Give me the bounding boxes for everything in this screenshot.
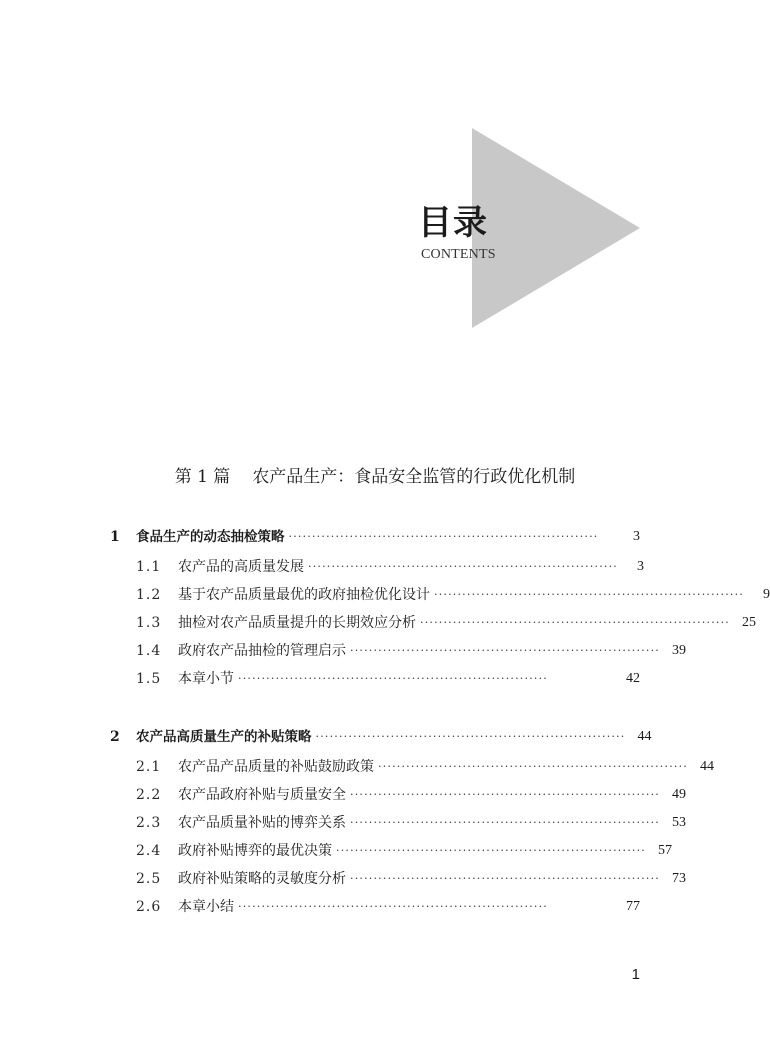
- section-number: 1.3: [136, 615, 162, 631]
- part-number: 第 1 篇: [174, 467, 231, 487]
- toc-heading: 目录: [418, 203, 488, 243]
- dot-leader: ··································································: [315, 730, 626, 743]
- section-title: 农产品的高质量发展: [178, 559, 304, 575]
- dot-leader: ··································································: [378, 760, 688, 773]
- toc-section-1-4[interactable]: [110, 641, 686, 661]
- dot-leader: ··································································: [238, 672, 548, 685]
- dot-leader: ··································································: [308, 560, 618, 573]
- page-ref: 77: [626, 899, 640, 914]
- dot-leader: ··································································: [434, 588, 744, 601]
- toc-section-1-1[interactable]: [110, 557, 644, 577]
- toc-chapter-1[interactable]: [110, 527, 640, 547]
- chapter-title: 农产品高质量生产的补贴策略: [136, 729, 312, 745]
- section-number: 1.2: [136, 587, 162, 603]
- section-number: 1.1: [136, 559, 162, 575]
- section-title: 政府补贴策略的灵敏度分析: [178, 871, 346, 887]
- toc-section-1-3[interactable]: [110, 613, 756, 633]
- section-number: 2.6: [136, 899, 162, 915]
- page-ref: 44: [637, 729, 652, 744]
- chapter-title: 食品生产的动态抽检策略: [136, 529, 285, 545]
- section-number: 2.3: [136, 815, 162, 831]
- page-ref: 53: [671, 815, 686, 830]
- dot-leader: ··································································: [238, 900, 548, 913]
- section-title: 本章小节: [178, 671, 234, 687]
- section-title: 基于农产品质量最优的政府抽检优化设计: [178, 587, 430, 603]
- page-ref: 25: [741, 615, 756, 630]
- page-ref: 3: [633, 529, 640, 544]
- page-ref: 73: [671, 871, 686, 886]
- section-title: 农产品质量补贴的博弈关系: [178, 815, 346, 831]
- page-ref: 3: [636, 559, 644, 574]
- section-title: 农产品产品质量的补贴鼓励政策: [178, 759, 374, 775]
- decorative-triangle: [472, 128, 642, 328]
- toc-section-1-5[interactable]: [110, 669, 640, 689]
- section-number: 2.5: [136, 871, 162, 887]
- dot-leader: ··································································: [420, 616, 730, 629]
- section-number: 2.1: [136, 759, 162, 775]
- section-number: 1.4: [136, 643, 162, 659]
- toc-heading-english: CONTENTS: [421, 247, 496, 262]
- section-title: 农产品政府补贴与质量安全: [178, 787, 346, 803]
- part-title: [0, 469, 750, 486]
- toc-section-2-6[interactable]: [110, 897, 640, 917]
- section-title: 政府农产品抽检的管理启示: [178, 643, 346, 659]
- page-ref: 44: [699, 759, 714, 774]
- part-name: 农产品生产：食品安全监管的行政优化机制: [252, 467, 576, 487]
- page-ref: 57: [657, 843, 672, 858]
- toc-section-2-5[interactable]: [110, 869, 686, 889]
- section-number: 2.4: [136, 843, 162, 859]
- page-number: 1: [631, 966, 640, 983]
- toc-chapter-2[interactable]: [110, 727, 652, 747]
- dot-leader: ··································································: [350, 644, 660, 657]
- toc-section-2-2[interactable]: [110, 785, 686, 805]
- dot-leader: ··································································: [336, 844, 646, 857]
- toc-section-2-4[interactable]: [110, 841, 672, 861]
- toc-section-2-3[interactable]: [110, 813, 686, 833]
- dot-leader: ··································································: [350, 872, 660, 885]
- page-ref: 39: [671, 643, 686, 658]
- toc-section-2-1[interactable]: [110, 757, 714, 777]
- section-title: 抽检对农产品质量提升的长期效应分析: [178, 615, 416, 631]
- chapter-number: 2: [110, 729, 120, 745]
- dot-leader: ··································································: [350, 816, 660, 829]
- dot-leader: ··································································: [288, 530, 599, 543]
- toc-section-1-2[interactable]: [110, 585, 770, 605]
- page-ref: 49: [671, 787, 686, 802]
- section-title: 政府补贴博弈的最优决策: [178, 843, 332, 859]
- chapter-number: 1: [110, 529, 120, 545]
- page-ref: 9: [762, 587, 770, 602]
- page-ref: 42: [626, 671, 640, 686]
- dot-leader: ··································································: [350, 788, 660, 801]
- section-title: 本章小结: [178, 899, 234, 915]
- section-number: 2.2: [136, 787, 162, 803]
- section-number: 1.5: [136, 671, 162, 687]
